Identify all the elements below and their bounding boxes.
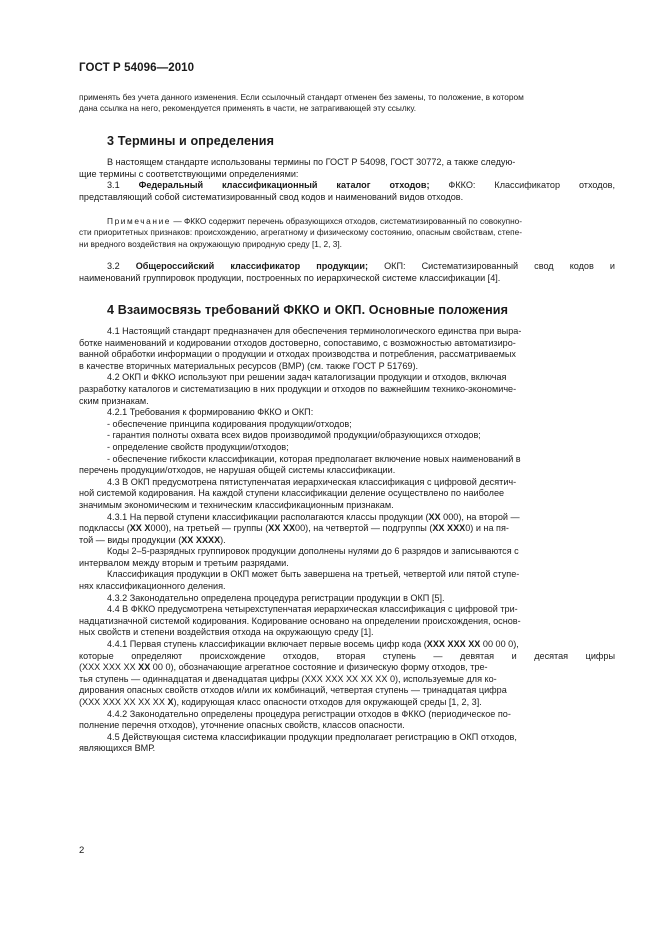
section-4-body (79, 326, 615, 755)
list-item: - обеспечение принципа кодирования продукции/отходов; (107, 418, 352, 429)
text-line: ной системой кодирования. На каждой ступени классификации деление осуществлено по наиболее (79, 488, 505, 499)
term-definition: ОКП: Систематизированный свод кодов и (367, 261, 615, 271)
code: XX XX (268, 523, 296, 534)
text-run: 0) и на пя- (465, 523, 509, 534)
text-line: 4.3 В ОКП предусмотрена пятиступенчатая иерархическая классификация с цифровой десятич- (107, 476, 517, 487)
text-line (79, 639, 615, 651)
text-line: применять без учета данного изменения. Если ссылочный стандарт отменен без замены, то положение, в котором (79, 92, 524, 102)
text-line: ных свойств и степени воздействия отхода на окружающую среду [1]. (79, 627, 374, 638)
code: XX XXXX (181, 534, 221, 545)
text-line (79, 523, 615, 535)
text-line: ским признакам. (79, 395, 149, 406)
text-line: 4.2 ОКП и ФККО используют при решении задач каталогизации продукции и отходов, включая (107, 372, 507, 383)
code: XX XXX (432, 523, 466, 534)
text-line: представляющий собой систематизированный свод кодов и наименований видов отходов. (79, 191, 464, 202)
text-line: значимым экономическим и техническим классификационным признакам. (79, 499, 394, 510)
text-line: 4.4.2 Законодательно определены процедура регистрации отходов в ФККО (периодическое по- (107, 708, 511, 719)
text-run: 000), на третьей — группы ( (150, 523, 269, 534)
text-line (79, 512, 615, 524)
text-line: 4.4 В ФККО предусмотрена четырехступенчатая иерархическая классификация с цифровой три- (107, 604, 518, 615)
text-line: Коды 2–5-разрядных группировок продукции дополнены нулями до 6 разрядов и записываются с (107, 546, 519, 557)
text-line: разработку каталогов и систематизацию в них продукции и отходов по важнейшим технико-экономиче- (79, 383, 517, 394)
list-item: - обеспечение гибкости классификации, которая предполагает включение новых наименований в (107, 453, 521, 464)
text-run: ). (220, 534, 226, 545)
text-line (79, 535, 615, 547)
code: XXX XXX XX (426, 639, 481, 650)
term-definition: ФККО: Классификатор отходов, (429, 180, 615, 191)
code: XX (428, 511, 441, 522)
note-line (79, 216, 615, 227)
note-line: сти приоритетных признаков: происхождению, агрегатному и физическому состоянию, опасным свойствам, степе- (79, 227, 523, 238)
text-line: В настоящем стандарте использованы термины по ГОСТ Р 54098, ГОСТ 30772, а также следую- (107, 157, 516, 167)
text-run: подклассы ( (79, 523, 130, 534)
text-line: 4.1 Настоящий стандарт предназначен для обеспечения терминологического единства при выра- (107, 326, 522, 336)
text-run: ), кодирующая класс опасности отходов для окружающей среды [1, 2, 3]. (173, 697, 482, 707)
text-run: 00 0), обозначающие агрегатное состояние и физическую форму отходов, тре- (150, 662, 488, 673)
note-paragraph (79, 216, 615, 250)
text-line (79, 697, 615, 709)
section-3-heading: 3 Термины и определения (107, 134, 275, 148)
code: XX X (129, 523, 151, 534)
text-line: Классификация продукции в ОКП может быть завершена на третьей, четвертой или пятой ступе- (107, 569, 520, 580)
text-line: надцатизначной системой кодирования. Кодирование основано на определении происхождения, основ- (79, 615, 521, 626)
text-line (79, 261, 615, 273)
text-line: тья ступень — одиннадцатая и двенадцатая цифры (XXX XXX XX XX XX 0), используемые для ко- (79, 673, 497, 684)
text-run: 000), на второй — (440, 511, 520, 522)
text-line: дана ссылка на него, рекомендуется применять в части, не затрагивающей эту ссылку. (79, 103, 417, 114)
text-run: 00), на четвертой — подгруппы ( (295, 523, 433, 534)
term-number: 3.2 (107, 261, 136, 271)
text-line: 4.3.2 Законодательно определена процедура регистрации продукции в ОКП [5]. (107, 592, 445, 603)
text-line: наименований группировок продукции, построенных по иерархической системе классификации [4]. (79, 272, 501, 283)
text-line: являющихся ВМР. (79, 743, 156, 754)
intro-paragraph (79, 92, 615, 115)
text-run: 4.3.1 На первой ступени классификации располагаются классы продукции ( (107, 511, 429, 522)
text-run: (XXX XXX XX XX XX (79, 697, 168, 707)
text-line: ботке наименований и кодировании отходов достоверно, сопоставимо, с возможностью автоматизиро- (79, 337, 516, 348)
text-run: 4.4.1 Первая ступень классификации включает первые восемь цифр кода ( (107, 639, 427, 650)
text-line: 4.5 Действующая система классификации продукции предполагает регистрацию в ОКП отходов, (107, 731, 517, 742)
term-3-1 (79, 180, 615, 192)
text-line: в качестве вторичных материальных ресурсов (ВМР) (см. также ГОСТ Р 51769). (79, 360, 419, 371)
text-line: щие термины с соответствующими определениями: (79, 168, 299, 179)
text-run: 00 00 0), (480, 639, 519, 650)
list-item: - гарантия полноты охвата всех видов производимой продукции/образующихся отходов; (107, 430, 481, 441)
text-line: перечень продукции/отходов, не нарушая общей системы классификации. (79, 465, 396, 476)
text-run: (XXX XXX XX (79, 662, 139, 673)
text-line: дирования опасных свойств отходов и/или их комбинаций, четвертая ступень — тринадцатая цифра (79, 685, 507, 696)
code: X (167, 697, 174, 707)
text-line: ванной обработки информации о продукции и отходах производства и потребления, рассматриваемых (79, 349, 516, 360)
section-4-heading: 4 Взаимосвязь требований ФККО и ОКП. Основные положения (107, 303, 509, 317)
note-line: ни вредного воздействия на окружающую природную среду [1, 2, 3]. (79, 238, 342, 249)
text-line: интервалом между вторым и третьим разрядами. (79, 557, 289, 568)
section-3-body (79, 157, 615, 203)
term-number: 3.1 (107, 180, 139, 191)
note-label: Примечание (107, 216, 172, 226)
page-number: 2 (79, 845, 85, 856)
term-name: Федеральный классификационный каталог отходов; (138, 180, 430, 191)
standard-header: ГОСТ Р 54096—2010 (79, 62, 195, 74)
text-line: 4.2.1 Требования к формированию ФККО и ОКП: (107, 407, 314, 418)
code: XX (138, 662, 151, 673)
term-3-2 (79, 261, 615, 284)
note-text: — ФККО содержит перечень образующихся отходов, систематизированный по совокупно- (171, 216, 523, 226)
term-name: Общероссийский классификатор продукции; (135, 261, 368, 271)
text-line (79, 662, 615, 674)
text-run: той — виды продукции ( (79, 534, 182, 545)
text-line: нях классификационного деления. (79, 581, 226, 592)
list-item: - определение свойств продукции/отходов; (107, 441, 289, 452)
text-line: которые определяют происхождение отходов, вторая ступень — девятая и десятая цифры (79, 650, 615, 661)
text-line: полнение перечня отходов), уточнение опасных свойств, классов опасности. (79, 720, 405, 731)
